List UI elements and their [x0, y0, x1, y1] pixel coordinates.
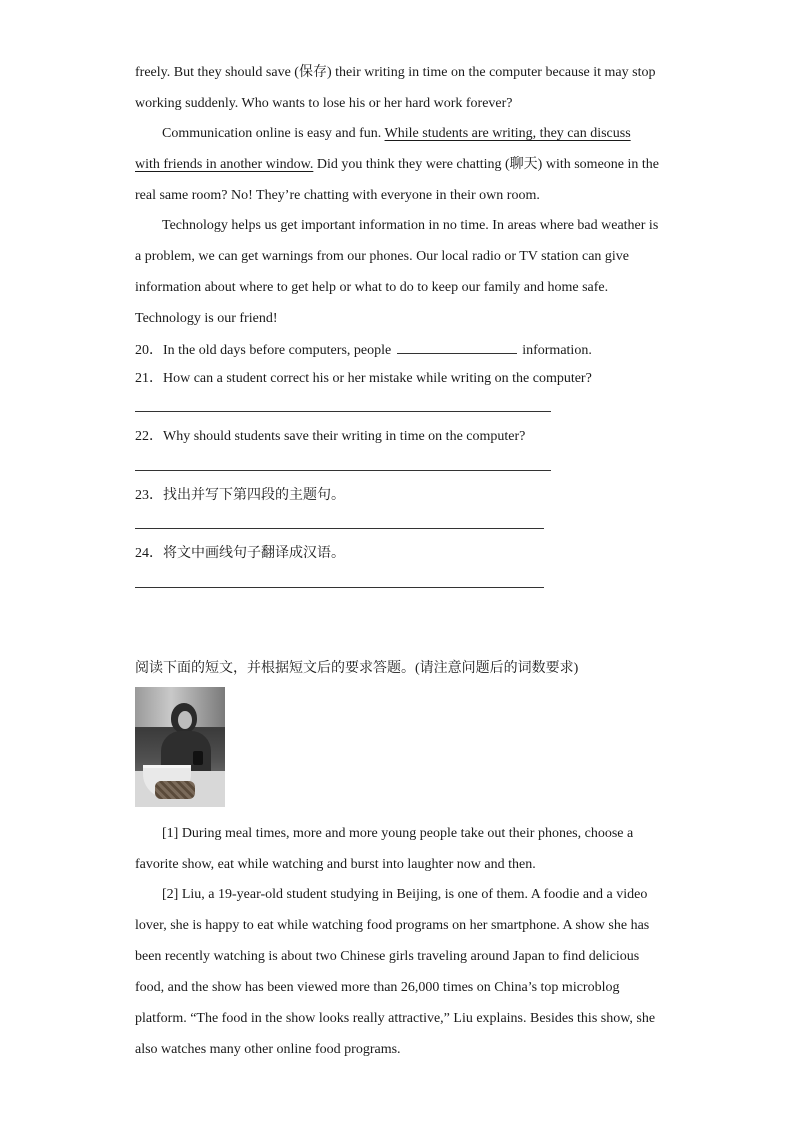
- passage2-line: lover, she is happy to eat while watching food programs on her smartphone. A show she has: [135, 918, 650, 933]
- section-instruction: 阅读下面的短文，并根据短文后的要求答题。(请注意问题后的词数要求): [135, 661, 579, 676]
- passage2-line: platform. “The food in the show looks really attractive,” Liu explains. Besides this show, she: [135, 1011, 656, 1026]
- passage1-line: Technology helps us get important information in no time. In areas where bad weather is: [162, 218, 659, 233]
- question-text: information.: [522, 343, 592, 358]
- question-20: [135, 340, 592, 360]
- passage1-line: information about where to get help or what to do to keep our family and home safe.: [135, 280, 609, 295]
- question-24: 24．将文中画线句子翻译成汉语。: [135, 546, 345, 561]
- answer-line[interactable]: [135, 411, 551, 412]
- passage2-line: favorite show, eat while watching and burst into laughter now and then.: [135, 857, 536, 872]
- plain-text: Communication online is easy and fun.: [162, 126, 382, 141]
- woman-eating-watching-phone-photo: [135, 687, 225, 807]
- question-21: 21．How can a student correct his or her mistake while writing on the computer?: [135, 371, 592, 386]
- answer-line[interactable]: [135, 470, 551, 471]
- underlined-sentence: with friends in another window.: [135, 157, 314, 172]
- question-text: 20．In the old days before computers, people: [135, 343, 392, 358]
- passage1-line: [162, 125, 631, 143]
- passage2-line: [2] Liu, a 19-year-old student studying in Beijing, is one of them. A foodie and a video: [162, 887, 648, 902]
- plain-text: Did you think they were chatting (聊天) with someone in the: [316, 157, 659, 172]
- answer-line[interactable]: [135, 528, 544, 529]
- passage1-line: real same room? No! They’re chatting with everyone in their own room.: [135, 188, 540, 203]
- question-22: 22．Why should students save their writing in time on the computer?: [135, 429, 526, 444]
- question-23: 23．找出并写下第四段的主题句。: [135, 488, 345, 503]
- passage2-line: [1] During meal times, more and more young people take out their phones, choose a: [162, 826, 634, 841]
- passage1-line: a problem, we can get warnings from our phones. Our local radio or TV station can give: [135, 249, 630, 264]
- passage1-line: Technology is our friend!: [135, 311, 278, 326]
- answer-line[interactable]: [135, 587, 544, 588]
- passage2-line: food, and the show has been viewed more than 26,000 times on China’s top microblog: [135, 980, 620, 995]
- fill-in-blank[interactable]: [397, 340, 517, 354]
- passage2-line: been recently watching is about two Chinese girls traveling around Japan to find delicious: [135, 949, 640, 964]
- passage1-line: working suddenly. Who wants to lose his or her hard work forever?: [135, 96, 513, 111]
- passage2-line: also watches many other online food programs.: [135, 1042, 401, 1057]
- passage1-line: freely. But they should save (保存) their writing in time on the computer because it may stop: [135, 65, 656, 80]
- underlined-sentence: While students are writing, they can discuss: [384, 126, 631, 141]
- passage1-line: [135, 156, 659, 174]
